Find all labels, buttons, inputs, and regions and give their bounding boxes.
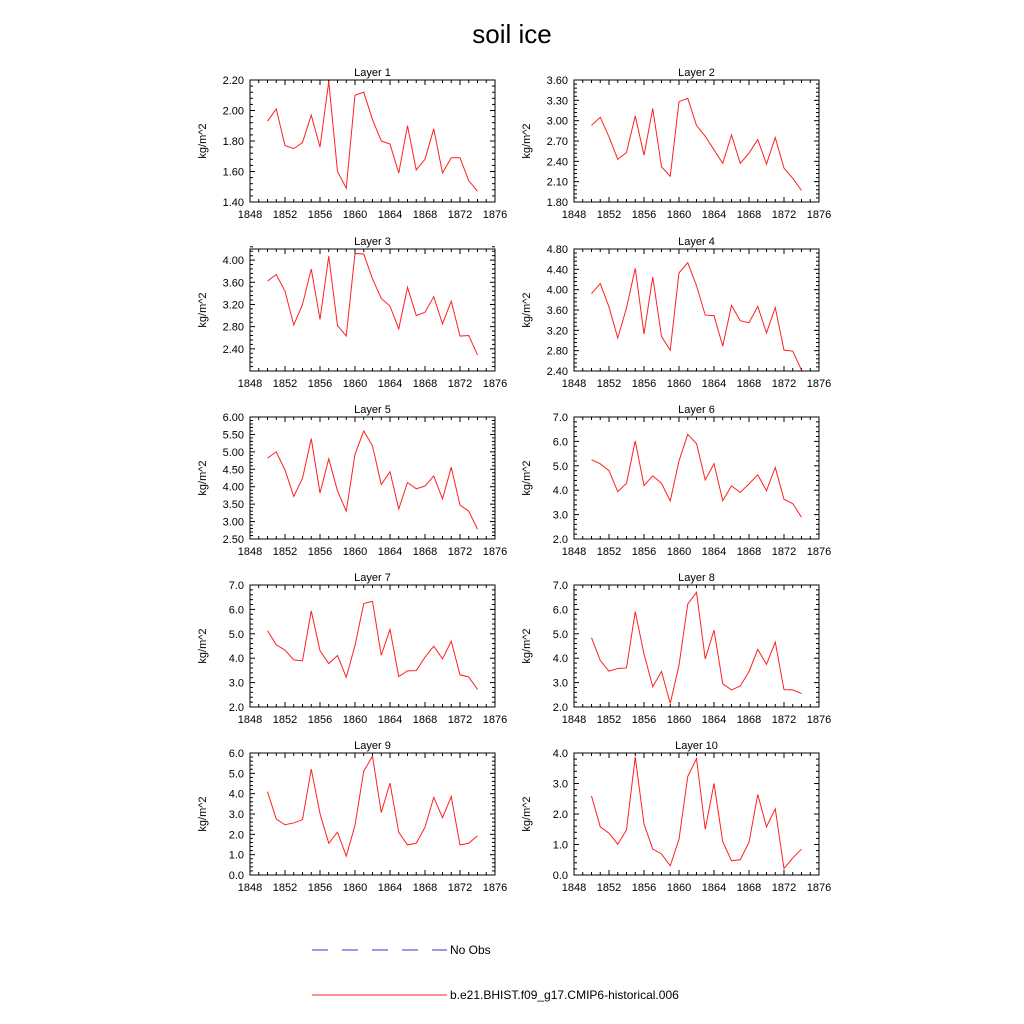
- y-axis-label: kg/m^2: [521, 460, 533, 496]
- panel-title: Layer 1: [354, 67, 391, 79]
- panel-layer-6: [521, 404, 831, 558]
- x-tick-label: 1852: [272, 882, 298, 894]
- series-line: [592, 592, 802, 703]
- panel-layer-10: [521, 740, 831, 894]
- y-tick-label: 2.70: [546, 136, 568, 148]
- y-tick-label: 4.00: [222, 255, 244, 268]
- y-tick-label: 3.0: [552, 677, 568, 690]
- x-tick-label: 1872: [447, 714, 473, 726]
- panel-layer-3: [197, 236, 507, 390]
- x-tick-label: 1852: [272, 209, 298, 221]
- x-tick-label: 1864: [701, 546, 727, 558]
- y-tick-label: 3.20: [546, 325, 568, 338]
- x-tick-label: 1864: [701, 714, 727, 726]
- x-tick-label: 1848: [237, 882, 263, 894]
- x-tick-label: 1860: [342, 546, 368, 558]
- x-tick-label: 1856: [307, 378, 333, 390]
- y-tick-label: 1.0: [228, 849, 244, 862]
- x-tick-label: 1864: [701, 378, 727, 390]
- x-tick-label: 1860: [666, 882, 692, 894]
- y-tick-label: 6.0: [552, 604, 568, 617]
- y-tick-label: 4.0: [228, 653, 244, 666]
- x-tick-label: 1868: [412, 209, 438, 221]
- x-tick-label: 1872: [447, 209, 473, 221]
- y-tick-label: 0.0: [228, 870, 244, 882]
- x-tick-label: 1868: [736, 209, 762, 221]
- y-axis-label: kg/m^2: [197, 460, 209, 496]
- y-tick-label: 4.80: [546, 244, 568, 256]
- x-tick-label: 1872: [447, 882, 473, 894]
- x-tick-label: 1860: [342, 378, 368, 390]
- y-tick-label: 2.40: [546, 366, 568, 378]
- y-axis-label: kg/m^2: [197, 628, 209, 664]
- x-tick-label: 1852: [596, 714, 622, 726]
- x-tick-label: 1848: [237, 209, 263, 221]
- y-tick-label: 1.60: [222, 166, 244, 179]
- y-tick-label: 5.0: [228, 768, 244, 781]
- panel-title: Layer 4: [678, 236, 715, 248]
- y-axis-label: kg/m^2: [521, 628, 533, 664]
- x-tick-label: 1848: [237, 714, 263, 726]
- x-tick-label: 1860: [342, 714, 368, 726]
- panel-title: Layer 6: [678, 404, 715, 416]
- plot-frame: [250, 753, 495, 875]
- x-tick-label: 1876: [806, 714, 832, 726]
- panel-layer-1: [197, 67, 507, 221]
- x-tick-label: 1856: [631, 378, 657, 390]
- x-tick-label: 1876: [806, 882, 832, 894]
- y-axis-label: kg/m^2: [197, 796, 209, 832]
- y-tick-label: 2.0: [552, 702, 568, 714]
- x-tick-label: 1860: [666, 209, 692, 221]
- x-tick-label: 1860: [342, 209, 368, 221]
- panel-layer-5: [197, 404, 507, 558]
- y-axis-label: kg/m^2: [521, 796, 533, 832]
- x-tick-label: 1860: [666, 546, 692, 558]
- x-tick-label: 1864: [377, 882, 403, 894]
- y-tick-label: 3.00: [222, 516, 244, 529]
- y-tick-label: 4.00: [546, 284, 568, 297]
- panel-layer-9: [197, 740, 507, 894]
- y-tick-label: 4.0: [552, 653, 568, 666]
- x-tick-label: 1872: [771, 209, 797, 221]
- y-tick-label: 2.0: [552, 534, 568, 546]
- x-tick-label: 1868: [412, 378, 438, 390]
- plot-frame: [574, 585, 819, 707]
- x-tick-label: 1848: [561, 882, 587, 894]
- y-tick-label: 4.0: [228, 788, 244, 801]
- x-tick-label: 1864: [377, 714, 403, 726]
- x-tick-label: 1856: [307, 714, 333, 726]
- x-tick-label: 1864: [701, 209, 727, 221]
- panel-layer-4: [521, 236, 831, 390]
- y-tick-label: 3.30: [546, 95, 568, 108]
- y-tick-label: 7.0: [552, 580, 568, 592]
- x-tick-label: 1848: [237, 546, 263, 558]
- y-tick-label: 5.0: [228, 628, 244, 641]
- plot-frame: [574, 249, 819, 371]
- x-tick-label: 1852: [272, 714, 298, 726]
- legend-model-label: b.e21.BHIST.f09_g17.CMIP6-historical.006: [450, 988, 679, 1002]
- y-tick-label: 2.80: [546, 345, 568, 358]
- x-tick-label: 1856: [307, 882, 333, 894]
- x-tick-label: 1852: [596, 546, 622, 558]
- series-line: [268, 756, 478, 856]
- panel-layer-7: [197, 572, 507, 726]
- y-tick-label: 5.0: [552, 628, 568, 641]
- y-tick-label: 4.0: [552, 748, 568, 760]
- x-tick-label: 1868: [736, 378, 762, 390]
- x-tick-label: 1876: [806, 546, 832, 558]
- x-tick-label: 1860: [666, 714, 692, 726]
- x-tick-label: 1856: [307, 546, 333, 558]
- series-line: [268, 82, 478, 192]
- series-line: [592, 434, 802, 517]
- x-tick-label: 1848: [237, 378, 263, 390]
- x-tick-label: 1864: [377, 209, 403, 221]
- x-tick-label: 1868: [736, 546, 762, 558]
- x-tick-label: 1876: [482, 882, 508, 894]
- y-tick-label: 4.00: [222, 481, 244, 494]
- y-tick-label: 5.50: [222, 429, 244, 442]
- x-tick-label: 1868: [736, 882, 762, 894]
- y-axis-label: kg/m^2: [521, 123, 533, 159]
- x-tick-label: 1876: [482, 209, 508, 221]
- x-tick-label: 1852: [596, 378, 622, 390]
- panel-title: Layer 7: [354, 572, 391, 584]
- y-axis-label: kg/m^2: [521, 292, 533, 328]
- x-tick-label: 1876: [482, 546, 508, 558]
- y-tick-label: 3.60: [546, 305, 568, 317]
- x-tick-label: 1860: [342, 882, 368, 894]
- x-tick-label: 1856: [631, 714, 657, 726]
- y-tick-label: 3.00: [546, 115, 568, 128]
- panels-group: [197, 67, 831, 894]
- x-tick-label: 1876: [482, 378, 508, 390]
- y-tick-label: 2.80: [222, 321, 244, 334]
- series-line: [268, 601, 478, 689]
- panel-title: Layer 8: [678, 572, 715, 584]
- y-tick-label: 2.10: [546, 176, 568, 189]
- y-tick-label: 2.40: [222, 343, 244, 356]
- plot-frame: [250, 249, 495, 371]
- panel-layer-8: [521, 572, 831, 726]
- y-tick-label: 3.60: [546, 75, 568, 87]
- y-tick-label: 3.50: [222, 499, 244, 512]
- x-tick-label: 1876: [806, 378, 832, 390]
- x-tick-label: 1872: [771, 714, 797, 726]
- x-tick-label: 1848: [561, 714, 587, 726]
- y-tick-label: 6.00: [222, 412, 244, 424]
- x-tick-label: 1864: [377, 378, 403, 390]
- y-tick-label: 3.0: [228, 677, 244, 690]
- figure-title: soil ice: [472, 19, 552, 49]
- x-tick-label: 1860: [666, 378, 692, 390]
- y-tick-label: 2.0: [228, 702, 244, 714]
- panel-title: Layer 10: [675, 740, 718, 752]
- x-tick-label: 1872: [447, 378, 473, 390]
- x-tick-label: 1868: [412, 714, 438, 726]
- x-tick-label: 1856: [307, 209, 333, 221]
- x-tick-label: 1852: [596, 209, 622, 221]
- y-axis-label: kg/m^2: [197, 292, 209, 328]
- x-tick-label: 1856: [631, 882, 657, 894]
- x-tick-label: 1848: [561, 378, 587, 390]
- x-tick-label: 1864: [701, 882, 727, 894]
- y-tick-label: 0.0: [552, 870, 568, 882]
- y-tick-label: 2.00: [222, 105, 244, 118]
- y-tick-label: 7.0: [228, 580, 244, 592]
- x-tick-label: 1872: [447, 546, 473, 558]
- series-line: [268, 431, 478, 529]
- x-tick-label: 1848: [561, 209, 587, 221]
- x-tick-label: 1872: [771, 378, 797, 390]
- y-tick-label: 4.50: [222, 464, 244, 477]
- x-tick-label: 1872: [771, 546, 797, 558]
- y-tick-label: 4.40: [546, 264, 568, 277]
- y-tick-label: 1.0: [552, 839, 568, 852]
- x-tick-label: 1868: [736, 714, 762, 726]
- y-tick-label: 2.40: [546, 156, 568, 169]
- legend: [312, 943, 679, 1002]
- panel-title: Layer 3: [354, 236, 391, 248]
- y-tick-label: 1.80: [546, 197, 568, 209]
- x-tick-label: 1868: [412, 882, 438, 894]
- y-axis-label: kg/m^2: [197, 123, 209, 159]
- x-tick-label: 1856: [631, 209, 657, 221]
- y-tick-label: 3.0: [228, 809, 244, 821]
- series-line: [592, 98, 802, 190]
- x-tick-label: 1876: [806, 209, 832, 221]
- plot-frame: [574, 417, 819, 539]
- y-tick-label: 5.0: [552, 460, 568, 473]
- x-tick-label: 1848: [561, 546, 587, 558]
- y-tick-label: 6.0: [228, 748, 244, 760]
- y-tick-label: 3.0: [552, 509, 568, 522]
- panel-title: Layer 2: [678, 67, 715, 79]
- legend-no-obs-label: No Obs: [450, 943, 491, 957]
- y-tick-label: 7.0: [552, 412, 568, 424]
- x-tick-label: 1868: [412, 546, 438, 558]
- x-tick-label: 1856: [631, 546, 657, 558]
- x-tick-label: 1864: [377, 546, 403, 558]
- y-tick-label: 3.60: [222, 277, 244, 290]
- plot-frame: [250, 417, 495, 539]
- y-tick-label: 1.80: [222, 136, 244, 148]
- y-tick-label: 6.0: [228, 604, 244, 617]
- panel-layer-2: [521, 67, 831, 221]
- y-tick-label: 2.0: [552, 809, 568, 821]
- x-tick-label: 1876: [482, 714, 508, 726]
- panel-title: Layer 9: [354, 740, 391, 752]
- panel-title: Layer 5: [354, 404, 391, 416]
- y-tick-label: 4.0: [552, 485, 568, 498]
- series-line: [592, 757, 802, 869]
- x-tick-label: 1852: [272, 546, 298, 558]
- y-tick-label: 1.40: [222, 197, 244, 209]
- y-tick-label: 2.0: [228, 829, 244, 842]
- series-line: [268, 253, 478, 354]
- x-tick-label: 1852: [272, 378, 298, 390]
- x-tick-label: 1872: [771, 882, 797, 894]
- y-tick-label: 3.0: [552, 778, 568, 791]
- y-tick-label: 5.00: [222, 446, 244, 459]
- y-tick-label: 6.0: [552, 436, 568, 449]
- plot-frame: [250, 80, 495, 202]
- x-tick-label: 1852: [596, 882, 622, 894]
- y-tick-label: 3.20: [222, 299, 244, 312]
- y-tick-label: 2.50: [222, 534, 244, 546]
- y-tick-label: 2.20: [222, 75, 244, 87]
- series-line: [592, 263, 802, 370]
